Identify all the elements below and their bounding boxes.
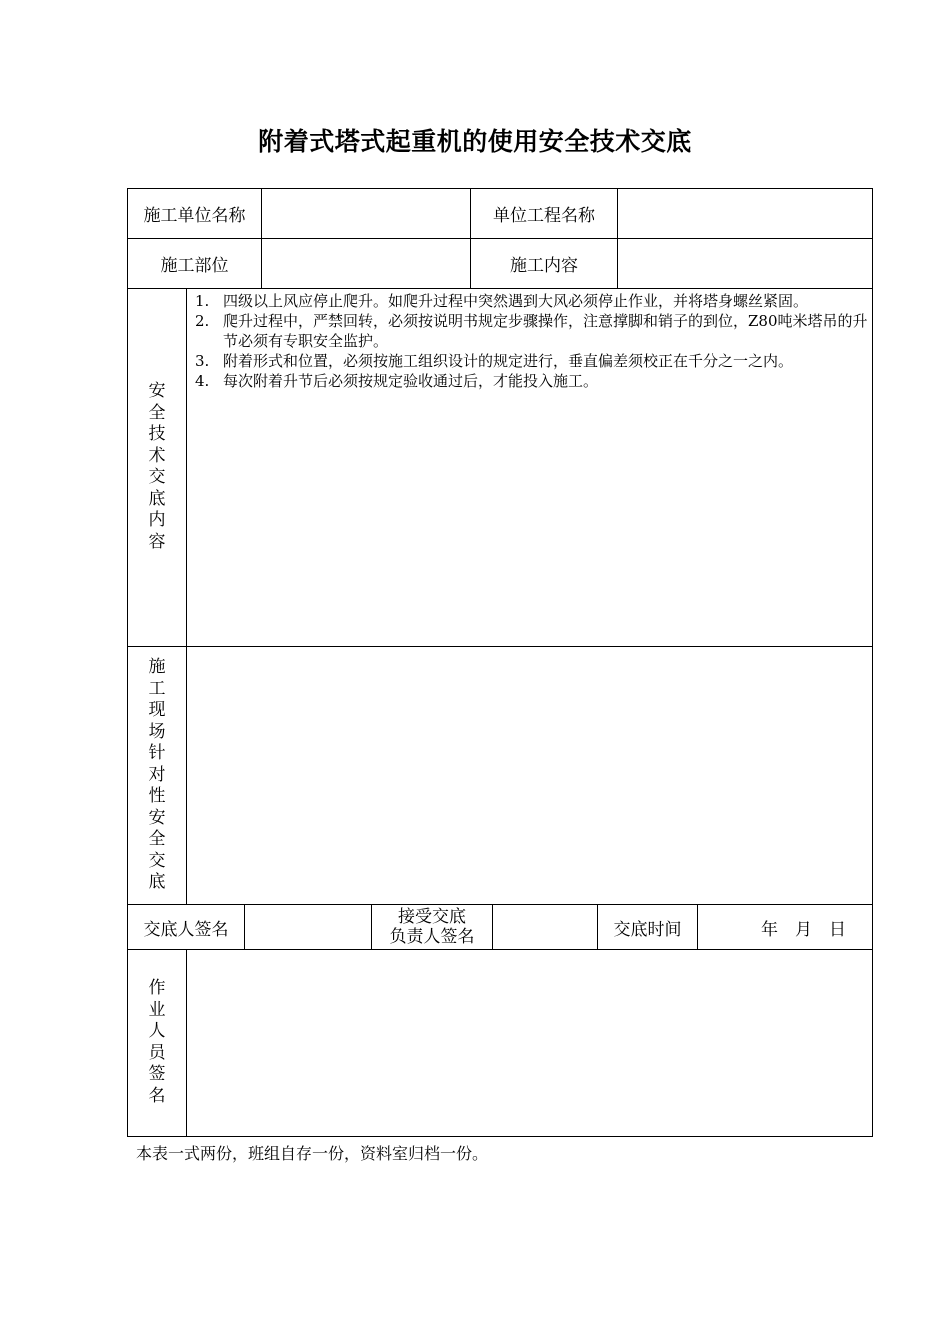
label-char: 对 xyxy=(148,764,166,785)
label-char: 作 xyxy=(148,978,166,998)
construction-location-field[interactable] xyxy=(262,239,470,288)
label-line: 接受交底 xyxy=(398,907,466,927)
label-construction-unit: 施工单位名称 xyxy=(143,206,246,226)
label-char: 底 xyxy=(148,872,166,892)
label-project-name: 单位工程名称 xyxy=(493,206,595,226)
label-line: 负责人签名 xyxy=(389,927,475,947)
label-char: 安 xyxy=(148,381,166,401)
discloser-signature-field[interactable] xyxy=(245,905,371,949)
item-text: 四级以上风应停止爬升。如爬升过程中突然遇到大风必须停止作业，并将塔身螺丝紧固。 xyxy=(223,292,809,310)
label-char: 员 xyxy=(148,1042,166,1063)
construction-unit-field[interactable] xyxy=(262,189,470,238)
label-construction-content: 施工内容 xyxy=(510,256,578,276)
label-char: 针 xyxy=(148,743,166,763)
item-text: 附着形式和位置，必须按施工组织设计的规定进行，垂直偏差须校正在千分之一之内。 xyxy=(223,352,794,370)
list-item xyxy=(190,351,870,371)
item-text: 每次附着升节后必须按规定验收通过后，才能投入施工。 xyxy=(223,372,599,390)
worker-signatures-field[interactable] xyxy=(187,950,872,1136)
label-discloser-signature: 交底人签名 xyxy=(143,919,229,940)
label-site-specific-disclosure xyxy=(128,657,186,894)
label-char: 现 xyxy=(148,700,166,720)
label-char: 人 xyxy=(148,1021,166,1041)
label-char: 内 xyxy=(148,510,166,530)
label-char: 技 xyxy=(148,424,166,444)
safety-content-list xyxy=(190,291,870,391)
label-char: 交 xyxy=(148,850,166,871)
construction-content-field[interactable] xyxy=(618,239,872,288)
row-divider xyxy=(127,288,873,289)
label-char: 全 xyxy=(148,829,166,849)
project-name-field[interactable] xyxy=(618,189,872,238)
list-item xyxy=(190,311,870,351)
label-char: 交 xyxy=(148,467,166,487)
label-char: 施 xyxy=(148,657,166,677)
label-char: 签 xyxy=(148,1064,166,1084)
row-divider xyxy=(127,646,186,647)
label-char: 底 xyxy=(148,488,166,509)
label-char: 术 xyxy=(148,445,166,466)
label-worker-signatures xyxy=(128,978,186,1107)
label-char: 名 xyxy=(148,1085,166,1106)
item-number: 2. xyxy=(195,312,210,330)
label-disclosure-time: 交底时间 xyxy=(613,919,682,940)
label-char: 安 xyxy=(148,807,166,828)
label-char: 容 xyxy=(148,531,166,552)
label-char: 业 xyxy=(148,999,166,1020)
item-number: 4. xyxy=(195,372,210,390)
disclosure-date-field[interactable]: 年 月 日 xyxy=(761,919,846,940)
footnote: 本表一式两份，班组自存一份，资料室归档一份。 xyxy=(136,1144,489,1163)
list-item xyxy=(190,371,870,391)
item-text: 爬升过程中，严禁回转，必须按说明书规定步骤操作，注意撑脚和销子的到位，Z80吨米塔吊的升节必须有专职安全监护。 xyxy=(223,312,868,350)
label-char: 工 xyxy=(148,678,166,699)
item-number: 3. xyxy=(195,352,210,370)
receiver-signature-field[interactable] xyxy=(493,905,597,949)
label-safety-disclosure xyxy=(128,381,186,553)
label-construction-location: 施工部位 xyxy=(160,256,229,276)
list-item xyxy=(190,291,870,311)
label-char: 性 xyxy=(148,786,166,806)
label-char: 全 xyxy=(148,402,166,423)
label-char: 场 xyxy=(148,721,166,742)
label-receiver-signature xyxy=(372,905,492,949)
site-disclosure-field[interactable] xyxy=(187,647,872,904)
page-title: 附着式塔式起重机的使用安全技术交底 xyxy=(258,127,692,156)
item-number: 1. xyxy=(195,292,210,310)
